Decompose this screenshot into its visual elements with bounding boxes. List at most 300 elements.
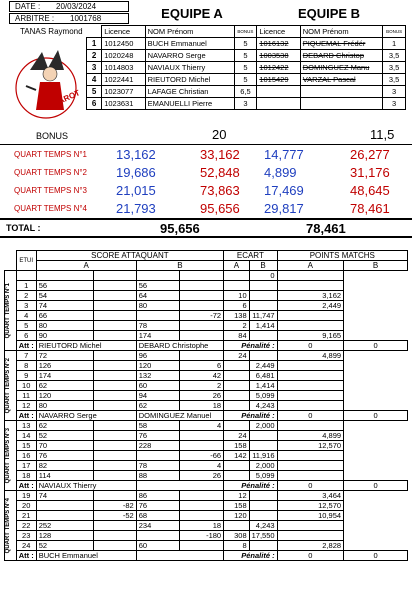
score-b-attack[interactable] bbox=[136, 311, 180, 321]
team-b-licence-header: Licence bbox=[257, 26, 300, 38]
ecart-b[interactable]: 11,916 bbox=[249, 451, 277, 461]
quarter-b-score: 14,777 bbox=[264, 147, 304, 162]
ecart-a[interactable] bbox=[224, 361, 250, 371]
player-number: 6 bbox=[87, 98, 102, 110]
score-a-neg[interactable] bbox=[93, 541, 136, 551]
score-a-neg[interactable] bbox=[93, 271, 136, 281]
team-b-name[interactable]: VARZAL Pascal bbox=[300, 74, 382, 86]
quarter-a-score: 21,015 bbox=[116, 183, 156, 198]
player-number: 5 bbox=[87, 86, 102, 98]
bonus-team-b[interactable]: 11,5 bbox=[370, 127, 395, 142]
score-a-attack[interactable]: 80 bbox=[36, 321, 93, 331]
ecart-a[interactable] bbox=[224, 381, 250, 391]
att-player-b[interactable] bbox=[136, 481, 223, 491]
etui-number: 20 bbox=[16, 501, 36, 511]
ecart-a[interactable] bbox=[224, 371, 250, 381]
ecart-a[interactable] bbox=[224, 521, 250, 531]
score-b-attack[interactable]: 78 bbox=[136, 461, 180, 471]
team-b-name[interactable]: DEBARD Christop bbox=[300, 50, 382, 62]
ecart-b[interactable] bbox=[249, 281, 277, 291]
ecart-b[interactable] bbox=[249, 351, 277, 361]
score-b-neg[interactable] bbox=[180, 351, 224, 361]
grid-body bbox=[5, 271, 408, 561]
score-b-neg[interactable] bbox=[180, 331, 224, 341]
score-a-neg[interactable] bbox=[93, 491, 136, 501]
quarter-side-label bbox=[5, 271, 17, 351]
score-b-neg[interactable]: 42 bbox=[180, 371, 224, 381]
score-b-attack[interactable]: 234 bbox=[136, 521, 180, 531]
etui-number: 9 bbox=[16, 371, 36, 381]
ecart-b[interactable]: 4,243 bbox=[249, 521, 277, 531]
corner-cell bbox=[87, 26, 102, 38]
ecart-a[interactable] bbox=[224, 401, 250, 411]
penalty-a[interactable]: 0 bbox=[277, 411, 343, 421]
score-b-attack[interactable]: 94 bbox=[136, 391, 180, 401]
att-label: Att : bbox=[16, 551, 36, 561]
team-a-name[interactable]: NAVIAUX Thierry bbox=[145, 62, 234, 74]
etui-number: 14 bbox=[16, 431, 36, 441]
team-b-name[interactable]: PIQUEMAL Frédér bbox=[300, 38, 382, 50]
team-a-name[interactable]: RIEUTORD Michel bbox=[145, 74, 234, 86]
quarter-b-cumul: 31,176 bbox=[350, 165, 390, 180]
points-a[interactable] bbox=[277, 371, 343, 381]
bonus-team-a[interactable]: 20 bbox=[212, 127, 227, 142]
score-a-attack[interactable] bbox=[36, 511, 93, 521]
score-a-attack[interactable]: 90 bbox=[36, 331, 93, 341]
score-a-neg[interactable] bbox=[93, 461, 136, 471]
att-player-b[interactable]: DEBARD Christophe bbox=[136, 341, 223, 351]
etui-number: 12 bbox=[16, 401, 36, 411]
points-a[interactable] bbox=[277, 471, 343, 481]
score-b-attack[interactable]: 174 bbox=[136, 331, 180, 341]
score-a-neg[interactable] bbox=[93, 391, 136, 401]
ecart-a[interactable]: 6 bbox=[224, 301, 250, 311]
ecart-a[interactable]: 308 bbox=[224, 531, 250, 541]
penalty-a[interactable]: 0 bbox=[277, 341, 343, 351]
score-b-neg[interactable] bbox=[180, 501, 224, 511]
score-b-attack[interactable]: 56 bbox=[136, 281, 180, 291]
ecart-a[interactable]: 120 bbox=[224, 511, 250, 521]
score-a-neg[interactable] bbox=[93, 451, 136, 461]
ecart-a[interactable] bbox=[224, 421, 250, 431]
ecart-a[interactable]: 158 bbox=[224, 501, 250, 511]
score-b-neg[interactable]: 18 bbox=[180, 401, 224, 411]
score-a-attack[interactable]: 174 bbox=[36, 371, 93, 381]
points-a[interactable] bbox=[277, 321, 343, 331]
team-b-bonus[interactable]: 3,5 bbox=[383, 62, 406, 74]
score-b-attack[interactable]: 86 bbox=[136, 491, 180, 501]
quarter-a-cumul: 73,863 bbox=[200, 183, 240, 198]
att-label: Att : bbox=[16, 411, 36, 421]
table-row bbox=[5, 501, 408, 511]
team-a-name[interactable]: BUCH Emmanuel bbox=[145, 38, 234, 50]
table-row bbox=[5, 281, 408, 291]
ecart-b[interactable]: 11,747 bbox=[249, 311, 277, 321]
ecart-b[interactable]: 17,550 bbox=[249, 531, 277, 541]
team-a-bonus[interactable]: 5 bbox=[234, 62, 257, 74]
score-b-neg[interactable] bbox=[180, 431, 224, 441]
ecart-a[interactable] bbox=[224, 281, 250, 291]
score-b-attack[interactable]: 88 bbox=[136, 471, 180, 481]
att-player-a[interactable]: RIEUTORD Michel bbox=[36, 341, 136, 351]
team-a-licence[interactable]: 1014803 bbox=[102, 62, 145, 74]
score-b-neg[interactable]: 26 bbox=[180, 471, 224, 481]
score-b-neg[interactable]: -66 bbox=[180, 451, 224, 461]
etui-number: 5 bbox=[16, 321, 36, 331]
penalty-label: Pénalité : bbox=[224, 551, 277, 561]
score-a-attack[interactable]: 52 bbox=[36, 431, 93, 441]
score-a-neg[interactable] bbox=[93, 321, 136, 331]
etui-header: ETUI bbox=[16, 251, 36, 271]
quarter-b-cumul: 48,645 bbox=[350, 183, 390, 198]
score-a-neg[interactable] bbox=[93, 381, 136, 391]
score-b-attack[interactable]: 96 bbox=[136, 351, 180, 361]
ecart-a-header: A bbox=[224, 261, 250, 271]
ecart-b[interactable] bbox=[249, 301, 277, 311]
team-a-bonus[interactable]: 5 bbox=[234, 74, 257, 86]
score-b-neg[interactable]: -72 bbox=[180, 311, 224, 321]
att-player-b[interactable] bbox=[136, 551, 223, 561]
ecart-b[interactable]: 5,099 bbox=[249, 471, 277, 481]
points-a[interactable]: 2,828 bbox=[277, 541, 343, 551]
score-a-attack[interactable]: 128 bbox=[36, 531, 93, 541]
score-a-attack[interactable]: 62 bbox=[36, 381, 93, 391]
team-a-bonus[interactable]: 5 bbox=[234, 50, 257, 62]
table-row bbox=[5, 471, 408, 481]
score-b-attack[interactable]: 78 bbox=[136, 321, 180, 331]
date-box bbox=[9, 1, 129, 12]
ecart-b[interactable] bbox=[249, 431, 277, 441]
team-a-licence[interactable]: 1022441 bbox=[102, 74, 145, 86]
ecart-b[interactable]: 2,000 bbox=[249, 421, 277, 431]
score-a-neg[interactable] bbox=[93, 441, 136, 451]
team-b-licence[interactable]: 1015429 bbox=[257, 74, 300, 86]
att-player-a[interactable]: BUCH Emmanuel bbox=[36, 551, 136, 561]
points-a[interactable] bbox=[277, 531, 343, 541]
score-a-neg[interactable] bbox=[93, 331, 136, 341]
score-b-neg[interactable]: 6 bbox=[180, 361, 224, 371]
etui-number: 2 bbox=[16, 291, 36, 301]
team-b-bonus[interactable]: 3 bbox=[383, 86, 406, 98]
quarter-label: QUART TEMPS N°3 bbox=[14, 186, 87, 195]
team-b-licence[interactable]: 1016132 bbox=[257, 38, 300, 50]
ecart-a[interactable]: 24 bbox=[224, 351, 250, 361]
score-a-neg[interactable] bbox=[93, 471, 136, 481]
score-b-neg[interactable] bbox=[180, 541, 224, 551]
team-a-licence[interactable]: 1020248 bbox=[102, 50, 145, 62]
points-a[interactable]: 3,162 bbox=[277, 291, 343, 301]
score-b-neg[interactable] bbox=[180, 491, 224, 501]
att-player-a[interactable]: NAVIAUX Thierry bbox=[36, 481, 136, 491]
player-row bbox=[87, 86, 406, 98]
score-a-attack[interactable]: 54 bbox=[36, 291, 93, 301]
penalty-b[interactable]: 0 bbox=[344, 411, 408, 421]
ecart-a[interactable]: 142 bbox=[224, 451, 250, 461]
table-row bbox=[5, 491, 408, 501]
score-a-neg[interactable] bbox=[93, 421, 136, 431]
score-a-attack[interactable]: 252 bbox=[36, 521, 93, 531]
bonus-label: BONUS bbox=[36, 131, 69, 141]
date-value[interactable]: 20/03/2024 bbox=[56, 2, 97, 11]
score-b-neg[interactable]: 18 bbox=[180, 521, 224, 531]
score-b-attack[interactable]: 64 bbox=[136, 291, 180, 301]
points-a[interactable] bbox=[277, 281, 343, 291]
score-b-neg[interactable] bbox=[180, 291, 224, 301]
ecart-a[interactable] bbox=[224, 471, 250, 481]
table-row bbox=[5, 271, 408, 281]
corner-cell bbox=[5, 251, 17, 261]
team-b-licence[interactable]: 1003538 bbox=[257, 50, 300, 62]
att-player-a[interactable]: NAVARRO Serge bbox=[36, 411, 136, 421]
team-a-bonus[interactable]: 5 bbox=[234, 38, 257, 50]
points-a[interactable]: 12,570 bbox=[277, 441, 343, 451]
ecart-a[interactable]: 12 bbox=[224, 491, 250, 501]
score-a-neg[interactable] bbox=[93, 431, 136, 441]
ecart-a[interactable] bbox=[224, 391, 250, 401]
score-b-attack[interactable]: 60 bbox=[136, 541, 180, 551]
score-a-neg[interactable] bbox=[93, 301, 136, 311]
score-a-neg[interactable] bbox=[93, 281, 136, 291]
team-a-bonus[interactable]: 3 bbox=[234, 98, 257, 110]
points-a[interactable] bbox=[277, 311, 343, 321]
score-b-attack[interactable]: 60 bbox=[136, 381, 180, 391]
points-a[interactable]: 9,165 bbox=[277, 331, 343, 341]
score-b-neg[interactable]: 4 bbox=[180, 421, 224, 431]
ecart-a[interactable]: 138 bbox=[224, 311, 250, 321]
ecart-b[interactable]: 1,414 bbox=[249, 321, 277, 331]
ecart-a[interactable] bbox=[224, 461, 250, 471]
team-b-bonus[interactable]: 3,5 bbox=[383, 74, 406, 86]
score-b-attack[interactable]: 120 bbox=[136, 361, 180, 371]
table-row bbox=[5, 351, 408, 361]
score-b-attack[interactable]: 228 bbox=[136, 441, 180, 451]
table-row bbox=[5, 461, 408, 471]
team-b-licence[interactable] bbox=[257, 98, 300, 110]
score-b-attack[interactable]: 76 bbox=[136, 431, 180, 441]
etui-number: 21 bbox=[16, 511, 36, 521]
score-a-attack[interactable]: 126 bbox=[36, 361, 93, 371]
score-a-attack[interactable] bbox=[36, 501, 93, 511]
points-a[interactable]: 10,954 bbox=[277, 511, 343, 521]
ecart-a[interactable] bbox=[224, 271, 250, 281]
etui-number: 22 bbox=[16, 521, 36, 531]
penalty-label: Pénalité : bbox=[224, 481, 277, 491]
score-a-neg[interactable]: -82 bbox=[93, 501, 136, 511]
arbitre-value[interactable]: 1001768 bbox=[70, 14, 102, 23]
score-a-neg[interactable] bbox=[93, 311, 136, 321]
score-b-neg[interactable]: 2 bbox=[180, 381, 224, 391]
score-a-attack[interactable]: 66 bbox=[36, 311, 93, 321]
players-table bbox=[86, 25, 406, 110]
score-b-attack[interactable]: 132 bbox=[136, 371, 180, 381]
score-b-neg[interactable] bbox=[180, 441, 224, 451]
score-a-neg[interactable] bbox=[93, 531, 136, 541]
players-body bbox=[87, 38, 406, 110]
table-row bbox=[5, 431, 408, 441]
score-a-attack[interactable]: 120 bbox=[36, 391, 93, 401]
table-row bbox=[5, 301, 408, 311]
score-a-neg[interactable]: -52 bbox=[93, 511, 136, 521]
player-number: 3 bbox=[87, 62, 102, 74]
ecart-b[interactable]: 2,000 bbox=[249, 461, 277, 471]
quarter-b-score: 4,899 bbox=[264, 165, 297, 180]
ecart-a[interactable]: 24 bbox=[224, 431, 250, 441]
ecart-b[interactable] bbox=[249, 441, 277, 451]
team-a-nom-header: NOM Prénom bbox=[145, 26, 234, 38]
ecart-b[interactable] bbox=[249, 491, 277, 501]
points-a[interactable]: 12,570 bbox=[277, 501, 343, 511]
points-a[interactable] bbox=[277, 451, 343, 461]
ecart-b[interactable]: 4,243 bbox=[249, 401, 277, 411]
score-b-neg[interactable] bbox=[180, 511, 224, 521]
score-a-attack[interactable]: 72 bbox=[36, 351, 93, 361]
team-a-name[interactable]: LAFAGE Christian bbox=[145, 86, 234, 98]
score-a-attack[interactable]: 56 bbox=[36, 281, 93, 291]
penalty-b[interactable]: 0 bbox=[344, 341, 408, 351]
score-b-attack[interactable]: 80 bbox=[136, 301, 180, 311]
quarter-side-text: QUART TEMPS N°3 bbox=[5, 427, 11, 484]
points-a[interactable]: 4,899 bbox=[277, 431, 343, 441]
quarter-row-4 bbox=[0, 200, 412, 218]
ecart-b[interactable] bbox=[249, 291, 277, 301]
score-b-attack[interactable] bbox=[136, 271, 180, 281]
att-player-b[interactable]: DOMINGUEZ Manuel bbox=[136, 411, 223, 421]
points-a[interactable]: 4,899 bbox=[277, 351, 343, 361]
ecart-b[interactable]: 2,449 bbox=[249, 361, 277, 371]
etui-number: 19 bbox=[16, 491, 36, 501]
player-number: 4 bbox=[87, 74, 102, 86]
etui-number: 7 bbox=[16, 351, 36, 361]
team-a-licence[interactable]: 1012450 bbox=[102, 38, 145, 50]
att-label: Att : bbox=[16, 481, 36, 491]
score-b-attack[interactable]: 68 bbox=[136, 511, 180, 521]
points-a[interactable] bbox=[277, 421, 343, 431]
ecart-a[interactable]: 8 bbox=[224, 541, 250, 551]
score-b-attack[interactable] bbox=[136, 531, 180, 541]
player-row bbox=[87, 74, 406, 86]
score-b-neg[interactable] bbox=[180, 271, 224, 281]
team-b-bonus[interactable]: 3 bbox=[383, 98, 406, 110]
points-header: POINTS MATCHS bbox=[277, 251, 407, 261]
score-a-neg[interactable] bbox=[93, 291, 136, 301]
ecart-a[interactable]: 158 bbox=[224, 441, 250, 451]
quarter-b-cumul: 78,461 bbox=[350, 201, 390, 216]
table-row bbox=[5, 541, 408, 551]
score-a-neg[interactable] bbox=[93, 351, 136, 361]
score-a-attack[interactable]: 82 bbox=[36, 461, 93, 471]
score-b-neg[interactable] bbox=[180, 301, 224, 311]
ecart-a[interactable]: 84 bbox=[224, 331, 250, 341]
score-a-attack[interactable]: 80 bbox=[36, 401, 93, 411]
team-b-name[interactable]: DOMINGUEZ Manu bbox=[300, 62, 382, 74]
score-a-attack[interactable]: 114 bbox=[36, 471, 93, 481]
penalty-a[interactable]: 0 bbox=[277, 551, 343, 561]
score-a-neg[interactable] bbox=[93, 521, 136, 531]
score-a-attack[interactable]: 74 bbox=[36, 301, 93, 311]
team-b-bonus[interactable]: 3,5 bbox=[383, 50, 406, 62]
ecart-b[interactable]: 1,414 bbox=[249, 381, 277, 391]
etui-number: 17 bbox=[16, 461, 36, 471]
score-b-neg[interactable]: -180 bbox=[180, 531, 224, 541]
score-b-neg[interactable]: 4 bbox=[180, 461, 224, 471]
penalty-b[interactable]: 0 bbox=[344, 481, 408, 491]
points-a[interactable] bbox=[277, 401, 343, 411]
points-a[interactable]: 2,449 bbox=[277, 301, 343, 311]
player-row bbox=[87, 62, 406, 74]
score-a-attack[interactable] bbox=[36, 271, 93, 281]
arbitre-name[interactable]: TANAS Raymond bbox=[20, 27, 83, 36]
table-row bbox=[5, 451, 408, 461]
team-a-bonus[interactable]: 6,5 bbox=[234, 86, 257, 98]
points-a[interactable] bbox=[277, 381, 343, 391]
quarter-side-text: QUART TEMPS N°1 bbox=[5, 282, 11, 339]
points-a[interactable] bbox=[277, 461, 343, 471]
penalty-a[interactable]: 0 bbox=[277, 481, 343, 491]
points-a[interactable] bbox=[277, 521, 343, 531]
team-a-licence-header: Licence bbox=[102, 26, 145, 38]
ecart-b[interactable] bbox=[249, 511, 277, 521]
score-a-attack[interactable]: 76 bbox=[36, 451, 93, 461]
score-a-neg[interactable] bbox=[93, 371, 136, 381]
score-a-attack[interactable]: 70 bbox=[36, 441, 93, 451]
score-a-neg[interactable] bbox=[93, 401, 136, 411]
team-b-name[interactable] bbox=[300, 86, 382, 98]
tarot-logo-icon bbox=[12, 40, 82, 125]
ecart-b[interactable]: 6,481 bbox=[249, 371, 277, 381]
etui-number: 8 bbox=[16, 361, 36, 371]
ecart-b[interactable]: 5,099 bbox=[249, 391, 277, 401]
team-a-licence[interactable]: 1023631 bbox=[102, 98, 145, 110]
score-b-attack[interactable] bbox=[136, 451, 180, 461]
team-b-licence[interactable] bbox=[257, 86, 300, 98]
team-a-name[interactable]: NAVARRO Serge bbox=[145, 50, 234, 62]
score-a-attack[interactable]: 74 bbox=[36, 491, 93, 501]
points-a[interactable]: 3,464 bbox=[277, 491, 343, 501]
ecart-b[interactable] bbox=[249, 331, 277, 341]
ecart-b[interactable] bbox=[249, 501, 277, 511]
team-b-licence[interactable]: 1012422 bbox=[257, 62, 300, 74]
table-row bbox=[5, 311, 408, 321]
score-b-neg[interactable] bbox=[180, 281, 224, 291]
ecart-a[interactable]: 10 bbox=[224, 291, 250, 301]
team-b-name[interactable] bbox=[300, 98, 382, 110]
points-a[interactable] bbox=[277, 391, 343, 401]
score-b-attack[interactable]: 58 bbox=[136, 421, 180, 431]
ecart-b[interactable] bbox=[249, 541, 277, 551]
team-a-name[interactable]: EMANUELLI Pierre bbox=[145, 98, 234, 110]
table-row bbox=[5, 531, 408, 541]
table-row bbox=[5, 361, 408, 371]
score-b-neg[interactable]: 26 bbox=[180, 391, 224, 401]
score-a-attack[interactable]: 62 bbox=[36, 421, 93, 431]
points-a[interactable] bbox=[277, 361, 343, 371]
ecart-a[interactable]: 2 bbox=[224, 321, 250, 331]
quarter-label: QUART TEMPS N°4 bbox=[14, 204, 87, 213]
penalty-b[interactable]: 0 bbox=[344, 551, 408, 561]
points-a[interactable] bbox=[277, 271, 343, 281]
team-b-bonus[interactable]: 1 bbox=[383, 38, 406, 50]
quarter-b-score: 17,469 bbox=[264, 183, 304, 198]
penalty-row bbox=[5, 551, 408, 561]
score-a-attack[interactable]: 52 bbox=[36, 541, 93, 551]
team-b-bonus-header: BONUS bbox=[383, 26, 406, 38]
team-a-licence[interactable]: 1023077 bbox=[102, 86, 145, 98]
score-a-neg[interactable] bbox=[93, 361, 136, 371]
ecart-b[interactable]: 0 bbox=[249, 271, 277, 281]
score-b-neg[interactable] bbox=[180, 321, 224, 331]
score-b-attack[interactable]: 62 bbox=[136, 401, 180, 411]
score-b-attack[interactable]: 76 bbox=[136, 501, 180, 511]
